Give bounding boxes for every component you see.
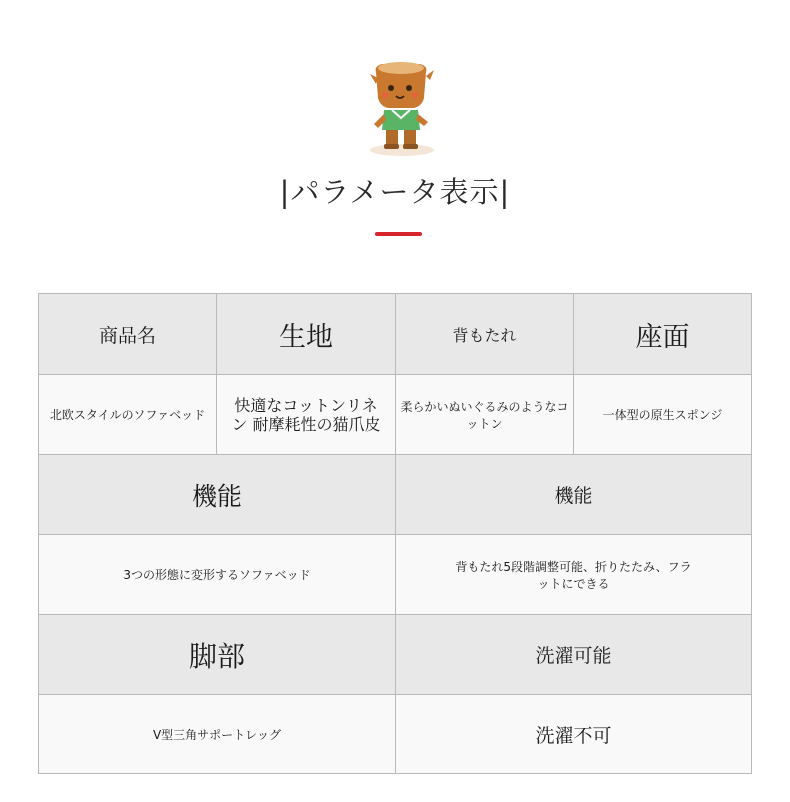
fabric-label: 生地: [217, 294, 396, 375]
legs-value: V型三角サポートレッグ: [39, 695, 396, 773]
title-underline: [375, 232, 422, 236]
parameter-table: [38, 293, 752, 774]
function-value: 3つの形態に変形するソファベッド: [39, 535, 396, 615]
function-label-2: 機能: [396, 455, 751, 535]
backrest-label: 背もたれ: [396, 294, 574, 375]
washable-label: 洗濯可能: [396, 615, 751, 695]
backrest-value: 柔らかいぬいぐるみのようなコットン: [396, 375, 574, 455]
legs-label: 脚部: [39, 615, 396, 695]
tree-stump-mascot-icon: [362, 58, 440, 158]
washable-value: 洗濯不可: [396, 695, 751, 773]
fabric-value: 快適なコットンリネン 耐摩耗性の猫爪皮: [217, 375, 396, 455]
seat-label: 座面: [574, 294, 751, 375]
page-title: |パラメータ表示|: [279, 175, 511, 209]
function-label: 機能: [39, 455, 396, 535]
seat-value: 一体型の原生スポンジ: [574, 375, 751, 455]
function-value-2: 背もたれ5段階調整可能、折りたたみ、フラットにできる: [396, 535, 751, 615]
product-name-value: 北欧スタイルのソファベッド: [39, 375, 217, 455]
product-name-label: 商品名: [39, 294, 217, 375]
